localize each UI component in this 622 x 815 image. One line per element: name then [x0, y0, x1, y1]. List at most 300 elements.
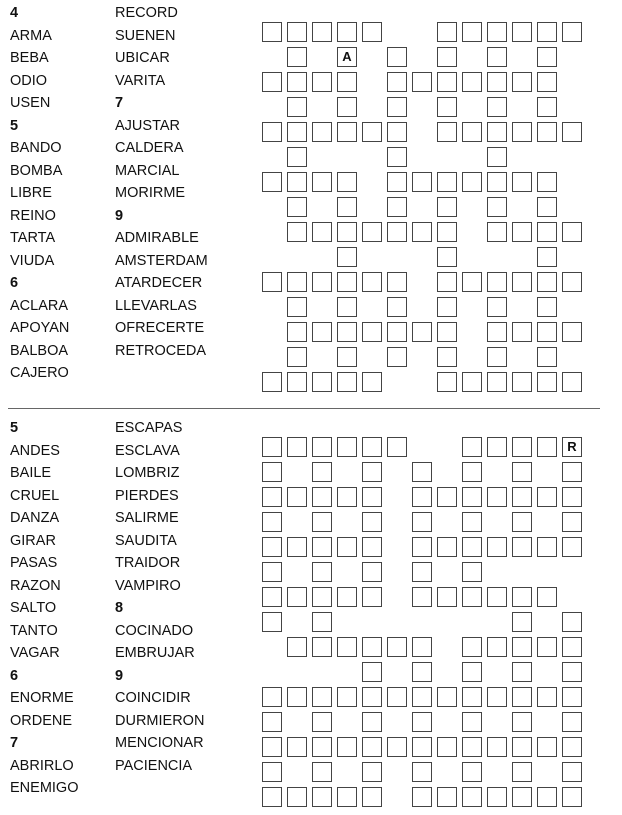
grid-cell[interactable]	[337, 222, 357, 242]
grid-cell[interactable]	[337, 737, 357, 757]
grid-cell[interactable]	[337, 197, 357, 217]
grid-cell[interactable]	[537, 787, 557, 807]
grid-cell[interactable]	[287, 787, 307, 807]
grid-cell[interactable]	[437, 487, 457, 507]
grid-cell[interactable]	[412, 487, 432, 507]
grid-cell[interactable]	[312, 322, 332, 342]
grid-cell[interactable]	[537, 22, 557, 42]
grid-cell[interactable]	[512, 487, 532, 507]
grid-cell[interactable]	[362, 712, 382, 732]
grid-cell[interactable]	[262, 437, 282, 457]
grid-cell[interactable]	[562, 687, 582, 707]
grid-cell[interactable]	[287, 437, 307, 457]
grid-cell[interactable]	[312, 737, 332, 757]
grid-cell[interactable]	[337, 297, 357, 317]
grid-cell[interactable]	[437, 272, 457, 292]
grid-cell[interactable]	[387, 197, 407, 217]
grid-cell[interactable]	[312, 762, 332, 782]
word-length-heading: 7	[115, 95, 124, 111]
word-length-heading: 6	[10, 667, 19, 684]
grid-cell[interactable]	[462, 437, 482, 457]
grid-cell[interactable]	[512, 437, 532, 457]
grid-cell[interactable]	[312, 712, 332, 732]
grid-cell[interactable]	[462, 272, 482, 292]
grid-cell[interactable]	[487, 737, 507, 757]
grid-cell[interactable]	[512, 172, 532, 192]
grid-cell[interactable]	[362, 537, 382, 557]
grid-cell[interactable]	[387, 437, 407, 457]
grid-cell-prefilled[interactable]: A	[337, 47, 357, 67]
grid-cell[interactable]	[462, 537, 482, 557]
grid-cell[interactable]	[287, 222, 307, 242]
grid-cell[interactable]	[412, 737, 432, 757]
grid-cell[interactable]	[512, 537, 532, 557]
word-list-item: REINO	[10, 207, 56, 224]
grid-cell[interactable]	[462, 22, 482, 42]
grid-cell[interactable]	[487, 372, 507, 392]
word-list-item: BAILE	[10, 465, 52, 481]
grid-cell[interactable]	[437, 197, 457, 217]
grid-cell[interactable]	[412, 762, 432, 782]
word-list-item: VAGAR	[10, 645, 60, 661]
word-list-item: AMSTERDAM	[115, 252, 208, 269]
grid-cell[interactable]	[287, 22, 307, 42]
grid-cell[interactable]	[312, 512, 332, 532]
word-list-item: LLEVARLAS	[115, 297, 197, 314]
grid-cell[interactable]	[462, 562, 482, 582]
grid-cell[interactable]	[262, 22, 282, 42]
grid-cell[interactable]	[337, 22, 357, 42]
grid-cell[interactable]	[262, 122, 282, 142]
grid-cell[interactable]	[312, 122, 332, 142]
grid-cell[interactable]	[512, 222, 532, 242]
grid-cell[interactable]	[462, 122, 482, 142]
grid-cell[interactable]	[462, 712, 482, 732]
grid-cell[interactable]	[362, 737, 382, 757]
grid-cell[interactable]	[487, 687, 507, 707]
grid-cell[interactable]	[312, 22, 332, 42]
grid-cell[interactable]	[512, 762, 532, 782]
grid-cell[interactable]	[312, 587, 332, 607]
grid-cell[interactable]	[512, 687, 532, 707]
grid-cell[interactable]	[337, 372, 357, 392]
grid-cell[interactable]	[362, 787, 382, 807]
grid-cell[interactable]	[487, 72, 507, 92]
grid-cell[interactable]	[537, 587, 557, 607]
grid-cell[interactable]	[337, 172, 357, 192]
grid-cell[interactable]	[487, 272, 507, 292]
word-length-heading: 9	[115, 207, 124, 224]
grid-cell[interactable]	[262, 762, 282, 782]
grid-cell[interactable]	[312, 372, 332, 392]
grid-cell[interactable]	[362, 272, 382, 292]
grid-cell[interactable]	[387, 222, 407, 242]
grid-cell[interactable]	[287, 147, 307, 167]
grid-cell[interactable]	[512, 662, 532, 682]
grid-cell[interactable]	[387, 122, 407, 142]
grid-cell[interactable]	[437, 347, 457, 367]
word-list-item: COINCIDIR	[115, 690, 191, 706]
grid-cell[interactable]	[562, 512, 582, 532]
grid-cell[interactable]	[487, 47, 507, 67]
grid-cell[interactable]	[462, 687, 482, 707]
grid-cell[interactable]	[287, 487, 307, 507]
grid-cell[interactable]	[562, 787, 582, 807]
grid-cell[interactable]	[412, 687, 432, 707]
grid-cell[interactable]	[262, 537, 282, 557]
grid-cell[interactable]	[437, 687, 457, 707]
grid-cell[interactable]	[412, 322, 432, 342]
grid-cell[interactable]	[487, 22, 507, 42]
grid-cell[interactable]	[487, 197, 507, 217]
grid-cell[interactable]	[412, 172, 432, 192]
grid-cell[interactable]	[337, 347, 357, 367]
grid-cell[interactable]	[512, 512, 532, 532]
grid-cell[interactable]	[437, 737, 457, 757]
grid-cell[interactable]	[362, 762, 382, 782]
grid-cell[interactable]	[287, 47, 307, 67]
grid-cell[interactable]	[537, 72, 557, 92]
grid-cell[interactable]	[562, 222, 582, 242]
grid-cell[interactable]	[262, 612, 282, 632]
grid-cell[interactable]	[512, 737, 532, 757]
grid-cell[interactable]	[387, 147, 407, 167]
grid-cell[interactable]	[337, 637, 357, 657]
grid-cell[interactable]	[537, 122, 557, 142]
grid-cell[interactable]	[362, 122, 382, 142]
grid-cell[interactable]	[362, 662, 382, 682]
grid-cell[interactable]	[537, 197, 557, 217]
grid-cell[interactable]	[262, 512, 282, 532]
grid-cell[interactable]	[462, 787, 482, 807]
grid-cell[interactable]	[387, 97, 407, 117]
grid-cell[interactable]	[262, 172, 282, 192]
word-list-item: PASAS	[10, 555, 58, 571]
grid-cell[interactable]	[387, 347, 407, 367]
grid-cell[interactable]	[512, 637, 532, 657]
grid-cell[interactable]	[262, 72, 282, 92]
word-list-item: COCINADO	[115, 622, 194, 639]
grid-cell[interactable]	[512, 462, 532, 482]
grid-cell[interactable]	[462, 587, 482, 607]
grid-cell[interactable]	[487, 437, 507, 457]
grid-cell[interactable]	[262, 372, 282, 392]
grid-cell[interactable]	[312, 537, 332, 557]
grid-cell[interactable]	[487, 122, 507, 142]
grid-cell[interactable]	[262, 487, 282, 507]
grid-cell[interactable]	[462, 372, 482, 392]
grid-cell[interactable]	[537, 372, 557, 392]
grid-cell[interactable]	[462, 762, 482, 782]
grid-cell[interactable]	[437, 537, 457, 557]
grid-cell[interactable]	[412, 462, 432, 482]
grid-cell[interactable]	[412, 537, 432, 557]
grid-cell[interactable]	[537, 322, 557, 342]
grid-cell[interactable]	[487, 97, 507, 117]
grid-cell[interactable]	[562, 22, 582, 42]
grid-cell[interactable]	[462, 512, 482, 532]
grid-cell[interactable]	[537, 272, 557, 292]
word-list-item: ESCLAVA	[115, 442, 180, 459]
grid-cell[interactable]	[512, 587, 532, 607]
word-list-item: DANZA	[10, 510, 60, 526]
grid-cell[interactable]	[312, 612, 332, 632]
grid-cell[interactable]	[437, 247, 457, 267]
grid-cell[interactable]	[337, 122, 357, 142]
grid-cell[interactable]	[312, 222, 332, 242]
grid-cell[interactable]	[387, 47, 407, 67]
grid-cell[interactable]	[262, 462, 282, 482]
grid-cell[interactable]	[362, 487, 382, 507]
grid-cell[interactable]	[312, 72, 332, 92]
word-list-item: SALTO	[10, 600, 57, 616]
grid-cell[interactable]	[287, 637, 307, 657]
grid-cell[interactable]	[512, 322, 532, 342]
grid-cell[interactable]	[362, 562, 382, 582]
word-list-item: OFRECERTE	[115, 320, 205, 336]
grid-cell[interactable]	[312, 687, 332, 707]
word-list-item: RETROCEDA	[115, 342, 207, 359]
grid-cell[interactable]	[487, 587, 507, 607]
grid-cell[interactable]	[412, 222, 432, 242]
grid-cell[interactable]	[537, 687, 557, 707]
word-list-item: ESCAPAS	[115, 420, 183, 436]
grid-cell[interactable]	[287, 197, 307, 217]
grid-cell[interactable]	[487, 347, 507, 367]
grid-cell[interactable]	[562, 612, 582, 632]
grid-cell[interactable]	[262, 737, 282, 757]
grid-cell[interactable]	[312, 437, 332, 457]
word-list-item: LIBRE	[10, 185, 52, 201]
grid-cell[interactable]	[337, 537, 357, 557]
word-list-item: TANTO	[10, 622, 58, 639]
grid-cell[interactable]	[487, 787, 507, 807]
grid-cell[interactable]	[287, 72, 307, 92]
grid-cell[interactable]	[437, 72, 457, 92]
grid-cell[interactable]	[337, 72, 357, 92]
grid-cell[interactable]	[562, 272, 582, 292]
grid-cell[interactable]	[362, 687, 382, 707]
grid-cell[interactable]	[487, 147, 507, 167]
grid-cell[interactable]	[412, 512, 432, 532]
word-list-item: AJUSTAR	[115, 117, 180, 134]
grid-cell[interactable]	[562, 372, 582, 392]
grid-cell[interactable]	[512, 372, 532, 392]
grid-cell[interactable]	[512, 712, 532, 732]
grid-cell[interactable]	[287, 97, 307, 117]
grid-cell[interactable]	[387, 637, 407, 657]
grid-cell[interactable]	[337, 247, 357, 267]
grid-cell[interactable]	[337, 97, 357, 117]
grid-cell[interactable]	[512, 787, 532, 807]
grid-cell[interactable]	[487, 297, 507, 317]
grid-cell[interactable]	[337, 322, 357, 342]
word-list-item: RAZON	[10, 577, 61, 594]
grid-cell[interactable]	[362, 222, 382, 242]
crossword-grid	[0, 0, 622, 400]
grid-cell[interactable]	[287, 297, 307, 317]
grid-cell[interactable]	[537, 437, 557, 457]
grid-cell[interactable]	[337, 487, 357, 507]
word-list-item: ANDES	[10, 442, 60, 459]
grid-cell[interactable]	[312, 272, 332, 292]
grid-cell[interactable]	[287, 347, 307, 367]
grid-cell[interactable]	[487, 322, 507, 342]
grid-cell[interactable]	[512, 122, 532, 142]
grid-cell[interactable]	[437, 172, 457, 192]
grid-cell[interactable]	[487, 537, 507, 557]
grid-cell[interactable]	[287, 737, 307, 757]
grid-cell[interactable]	[312, 462, 332, 482]
grid-cell[interactable]	[487, 637, 507, 657]
word-list-item: MORIRME	[115, 185, 186, 201]
grid-cell[interactable]	[312, 487, 332, 507]
grid-cell[interactable]	[562, 537, 582, 557]
grid-cell[interactable]	[312, 787, 332, 807]
grid-cell[interactable]	[437, 787, 457, 807]
grid-cell[interactable]	[512, 272, 532, 292]
grid-cell[interactable]	[562, 712, 582, 732]
grid-cell[interactable]	[287, 687, 307, 707]
grid-cell[interactable]	[362, 462, 382, 482]
grid-cell[interactable]	[437, 22, 457, 42]
grid-cell[interactable]	[337, 687, 357, 707]
grid-cell[interactable]	[362, 637, 382, 657]
grid-cell[interactable]	[287, 172, 307, 192]
grid-cell[interactable]	[262, 787, 282, 807]
grid-cell[interactable]	[287, 272, 307, 292]
grid-cell[interactable]	[312, 172, 332, 192]
grid-cell[interactable]	[437, 97, 457, 117]
grid-cell[interactable]	[537, 737, 557, 757]
word-list-item: ABRIRLO	[10, 757, 74, 774]
grid-cell[interactable]	[287, 537, 307, 557]
grid-cell[interactable]	[462, 172, 482, 192]
word-list-item: TARTA	[10, 230, 56, 246]
grid-cell[interactable]	[412, 72, 432, 92]
grid-cell[interactable]	[337, 272, 357, 292]
grid-cell[interactable]	[512, 22, 532, 42]
word-list-item: ADMIRABLE	[115, 230, 199, 246]
word-length-heading: 7	[10, 735, 19, 751]
grid-cell[interactable]	[387, 72, 407, 92]
grid-cell[interactable]	[537, 47, 557, 67]
grid-cell[interactable]	[362, 437, 382, 457]
grid-cell[interactable]	[312, 637, 332, 657]
grid-cell[interactable]	[462, 487, 482, 507]
grid-cell[interactable]	[462, 462, 482, 482]
grid-cell[interactable]	[287, 122, 307, 142]
grid-cell[interactable]	[387, 172, 407, 192]
grid-cell[interactable]	[487, 487, 507, 507]
grid-cell[interactable]	[412, 712, 432, 732]
grid-cell[interactable]	[512, 72, 532, 92]
word-list-item: CRUEL	[10, 487, 60, 504]
grid-cell[interactable]	[412, 787, 432, 807]
grid-cell[interactable]	[387, 687, 407, 707]
grid-cell[interactable]	[562, 462, 582, 482]
grid-cell[interactable]	[437, 122, 457, 142]
grid-cell[interactable]	[387, 322, 407, 342]
word-list-item: EMBRUJAR	[115, 645, 195, 661]
word-list-item: UBICAR	[115, 50, 170, 66]
grid-cell[interactable]	[437, 222, 457, 242]
grid-cell[interactable]	[362, 22, 382, 42]
grid-cell[interactable]	[487, 172, 507, 192]
word-length-heading: 4	[10, 5, 19, 21]
grid-cell[interactable]	[537, 637, 557, 657]
grid-cell[interactable]	[412, 637, 432, 657]
grid-cell[interactable]	[337, 587, 357, 607]
grid-cell[interactable]	[387, 272, 407, 292]
grid-cell[interactable]	[287, 322, 307, 342]
grid-cell[interactable]	[262, 587, 282, 607]
grid-cell[interactable]	[537, 97, 557, 117]
word-length-heading: 5	[10, 117, 19, 134]
grid-cell[interactable]	[437, 587, 457, 607]
grid-cell[interactable]	[262, 712, 282, 732]
grid-cell[interactable]	[362, 372, 382, 392]
grid-cell[interactable]	[362, 512, 382, 532]
grid-cell[interactable]	[562, 737, 582, 757]
grid-cell[interactable]	[337, 437, 357, 457]
grid-cell[interactable]	[537, 537, 557, 557]
grid-cell[interactable]	[387, 297, 407, 317]
grid-cell[interactable]	[262, 562, 282, 582]
grid-cell[interactable]	[537, 487, 557, 507]
grid-cell[interactable]	[287, 587, 307, 607]
grid-cell[interactable]	[287, 372, 307, 392]
grid-cell[interactable]	[562, 322, 582, 342]
grid-cell[interactable]	[437, 372, 457, 392]
grid-cell[interactable]	[437, 47, 457, 67]
grid-cell[interactable]	[412, 662, 432, 682]
word-list-item: BOMBA	[10, 162, 63, 179]
grid-cell[interactable]	[462, 72, 482, 92]
grid-cell[interactable]	[462, 662, 482, 682]
grid-cell[interactable]	[537, 347, 557, 367]
grid-cell[interactable]	[262, 272, 282, 292]
grid-cell[interactable]	[562, 637, 582, 657]
word-list-item: BANDO	[10, 140, 62, 156]
grid-cell[interactable]	[462, 737, 482, 757]
grid-cell[interactable]	[537, 247, 557, 267]
word-list-item: ENEMIGO	[10, 780, 79, 796]
grid-cell[interactable]	[412, 587, 432, 607]
grid-cell-prefilled[interactable]: R	[562, 437, 582, 457]
grid-cell[interactable]	[562, 762, 582, 782]
grid-cell[interactable]	[337, 787, 357, 807]
grid-cell[interactable]	[562, 662, 582, 682]
grid-cell[interactable]	[312, 562, 332, 582]
grid-cell[interactable]	[412, 562, 432, 582]
grid-cell[interactable]	[437, 322, 457, 342]
grid-cell[interactable]	[362, 587, 382, 607]
grid-cell[interactable]	[262, 687, 282, 707]
grid-cell[interactable]	[537, 172, 557, 192]
grid-cell[interactable]	[487, 222, 507, 242]
grid-cell[interactable]	[362, 322, 382, 342]
grid-cell[interactable]	[562, 122, 582, 142]
grid-cell[interactable]	[562, 487, 582, 507]
word-list-item: RECORD	[115, 5, 178, 21]
grid-cell[interactable]	[437, 297, 457, 317]
grid-cell[interactable]	[537, 297, 557, 317]
grid-cell[interactable]	[462, 637, 482, 657]
grid-cell[interactable]	[387, 737, 407, 757]
grid-cell[interactable]	[512, 612, 532, 632]
grid-cell[interactable]	[537, 222, 557, 242]
